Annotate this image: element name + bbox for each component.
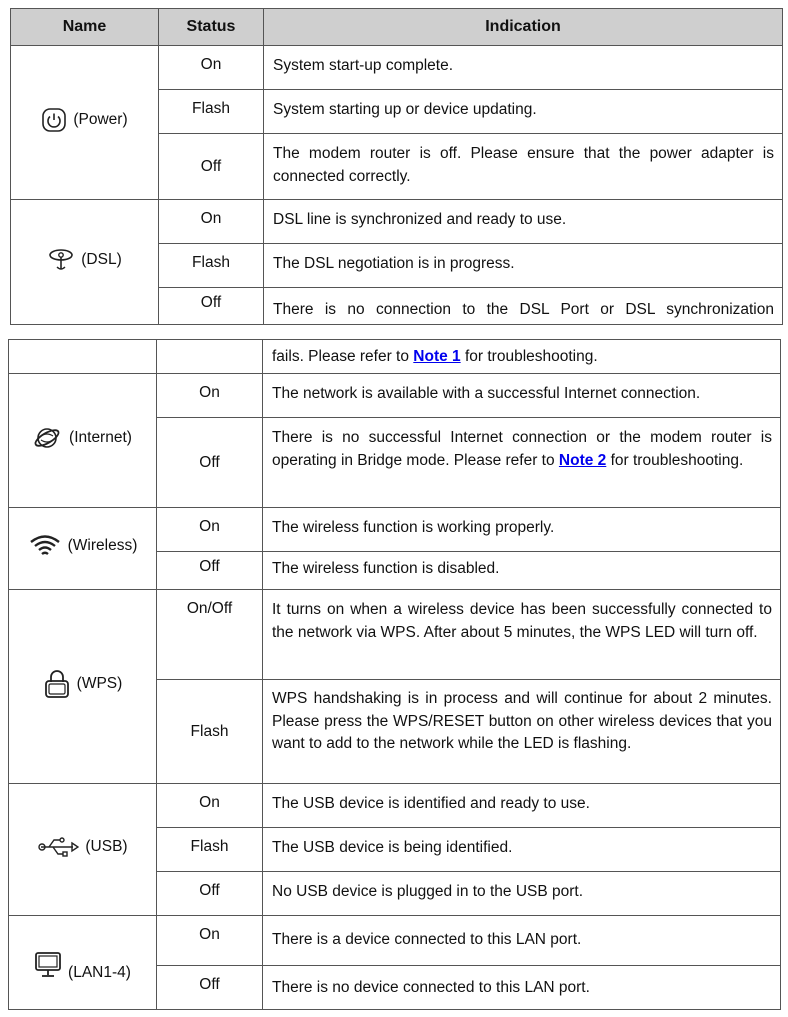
usb-icon xyxy=(37,836,79,858)
continued-status-cell xyxy=(157,340,263,374)
indication-cell xyxy=(263,418,781,508)
status-cell: On xyxy=(157,508,263,552)
monitor-icon xyxy=(34,951,62,979)
table-row xyxy=(9,784,781,828)
status-cell: Off xyxy=(157,966,263,1010)
led-label: (Wireless) xyxy=(67,537,138,554)
wireless-icon xyxy=(28,533,62,559)
led-wps-cell xyxy=(9,590,157,784)
status-cell: On xyxy=(159,200,264,244)
indication-text: fails. Please refer to xyxy=(272,348,414,365)
dsl-icon xyxy=(47,247,75,273)
led-table-part-2 xyxy=(8,339,781,1010)
indication-cell: There is no connection to the DSL Port or DSL synchronization xyxy=(264,288,783,325)
led-dsl-cell xyxy=(11,200,159,325)
status-cell: Flash xyxy=(157,680,263,784)
indication-cell: System starting up or device updating. xyxy=(264,90,783,134)
status-cell: Flash xyxy=(159,90,264,134)
status-cell: On xyxy=(157,374,263,418)
indication-cell: WPS handshaking is in process and will continue for about 2 minutes. Please press the WPS/RESET button on other wireless devices that you want to add to the network while the LED is flashing. xyxy=(263,680,781,784)
indication-cell xyxy=(263,340,781,374)
indication-text: for troubleshooting. xyxy=(460,348,598,365)
status-cell: Off xyxy=(159,288,264,325)
table-row xyxy=(11,46,783,90)
table-row xyxy=(9,590,781,680)
indication-cell: The wireless function is disabled. xyxy=(263,552,781,590)
table-row xyxy=(9,340,781,374)
status-cell: On xyxy=(157,916,263,966)
header-status: Status xyxy=(159,9,264,46)
note-1-link[interactable]: Note 1 xyxy=(413,348,461,365)
led-usb-cell xyxy=(9,784,157,916)
status-cell: On xyxy=(159,46,264,90)
indication-cell: The wireless function is working properly. xyxy=(263,508,781,552)
power-icon xyxy=(41,107,67,133)
status-cell: Off xyxy=(157,418,263,508)
indication-cell: The USB device is being identified. xyxy=(263,828,781,872)
table-row xyxy=(9,916,781,966)
indication-cell: The USB device is identified and ready to use. xyxy=(263,784,781,828)
status-cell: On/Off xyxy=(157,590,263,680)
led-label: (LAN1-4) xyxy=(68,964,131,981)
status-cell: Flash xyxy=(157,828,263,872)
table-row xyxy=(9,508,781,552)
led-internet-cell xyxy=(9,374,157,508)
status-cell: Off xyxy=(157,552,263,590)
indication-cell: The DSL negotiation is in progress. xyxy=(264,244,783,288)
indication-cell: DSL line is synchronized and ready to use. xyxy=(264,200,783,244)
internet-icon xyxy=(33,425,63,451)
indication-cell: There is a device connected to this LAN port. xyxy=(263,916,781,966)
status-cell: Off xyxy=(159,134,264,200)
indication-text: There is no successful Internet connection or the modem router is operating in Bridge mode. Please refer to xyxy=(272,429,772,469)
table-header-row xyxy=(11,9,783,46)
continued-name-cell xyxy=(9,340,157,374)
led-table-part-1 xyxy=(10,8,783,325)
lock-icon xyxy=(43,668,71,700)
indication-cell: No USB device is plugged in to the USB port. xyxy=(263,872,781,916)
led-label: (USB) xyxy=(85,838,128,855)
indication-cell: The modem router is off. Please ensure that the power adapter is connected correctly. xyxy=(264,134,783,200)
indication-cell: The network is available with a successful Internet connection. xyxy=(263,374,781,418)
led-label: (WPS) xyxy=(76,675,123,692)
led-label: (Internet) xyxy=(69,429,132,446)
header-indication: Indication xyxy=(264,9,783,46)
indication-cell: There is no device connected to this LAN port. xyxy=(263,966,781,1010)
status-cell: Off xyxy=(157,872,263,916)
led-label: (Power) xyxy=(73,111,128,128)
led-label: (DSL) xyxy=(81,250,122,268)
indication-text: for troubleshooting. xyxy=(606,452,744,469)
note-2-link[interactable]: Note 2 xyxy=(558,452,607,469)
header-name: Name xyxy=(11,9,159,46)
indication-cell: It turns on when a wireless device has been successfully connected to the network via WPS. After about 5 minutes, the WPS LED will turn off. xyxy=(263,590,781,680)
status-cell: Flash xyxy=(159,244,264,288)
status-cell: On xyxy=(157,784,263,828)
led-power-cell xyxy=(11,46,159,200)
led-wireless-cell xyxy=(9,508,157,590)
table-row xyxy=(9,374,781,418)
table-row xyxy=(11,200,783,244)
led-lan-cell xyxy=(9,916,157,1010)
indication-cell: System start-up complete. xyxy=(264,46,783,90)
